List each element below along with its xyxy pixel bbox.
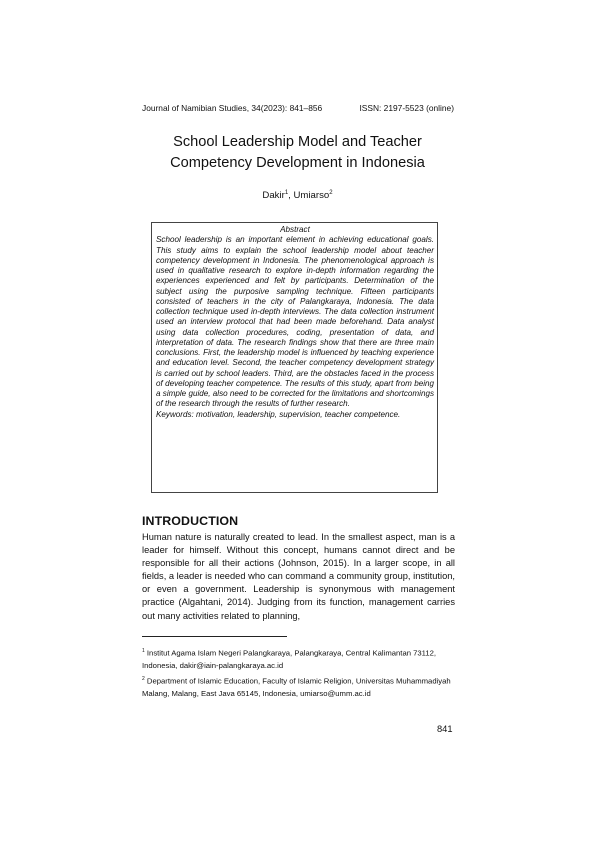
author-affiliation-mark: 1	[284, 190, 289, 196]
author-list	[0, 190, 595, 201]
footnote	[142, 673, 455, 701]
footnote-text: Institut Agama Islam Negeri Palangkaraya, Palangkaraya, Central Kalimantan 73112, Indonesia, dakir@iain-palangkaraya.ac.id	[142, 648, 437, 671]
footnote-mark: 1	[142, 648, 145, 654]
title-line-2: Competency Development in Indonesia	[170, 155, 425, 171]
issn: ISSN: 2197-5523 (online)	[359, 103, 454, 113]
keywords: Keywords: motivation, leadership, supervision, teacher competence.	[156, 409, 401, 419]
paper-title	[100, 132, 495, 174]
footnote	[142, 645, 455, 673]
author-name: Dakir	[262, 190, 285, 202]
footnote-divider	[142, 636, 287, 637]
footnote-text: Department of Islamic Education, Faculty of Islamic Religion, Universitas Muhammadiyah Malang, Malang, East Java 65145, Indonesia, umiarso@umm.ac.id	[142, 676, 451, 698]
title-line-1: School Leadership Model and Teacher	[173, 134, 422, 150]
footnotes	[142, 645, 455, 701]
section-heading: INTRODUCTION	[142, 514, 239, 528]
author-separator: ,	[288, 190, 294, 202]
abstract-text: School leadership is an important element in achieving educational goals. This study aims to explain the school leadership model about teacher competency development in Indonesia. The phenomenological approach is used in qualitative research to explore in-depth information regarding the experiences experienced and felt by participants. Determination of the subject using the purposive sampling technique. Fifteen participants consisted of teachers in the city of Palangkaraya, Indonesia. The data collection technique used in-depth interviews. The data collection instrument used an interview protocol that had been made beforehand. Data analyst using data collection procedures, coding, presentation of data, and interpretation of data. The research findings show that there are three main conclusions. First, the leadership model is influenced by teaching experience and education level. Second, the teacher competency development strategy is carried out by school leaders. Third, are the obstacles faced in the process of developing teacher competence. The results of this study, apart from being a simple guide, also need to be corrected for the limitations and shortcomings of the research through the results of further research.	[156, 235, 434, 409]
abstract-box	[151, 222, 438, 493]
body-paragraph: Human nature is naturally created to lead. In the smallest aspect, man is a leader for himself. Without this concept, humans cannot direct and be responsible for all their actions (Johnson, 2015). In a larger scope, in all fields, a leader is needed who can command a community group, institution, or even a government. Leadership is synonymous with management practice (Algahtani, 2014). Judging from its function, management carries out many activities related to planning,	[142, 532, 455, 621]
running-header	[142, 103, 454, 113]
author-name: Umiarso	[293, 190, 330, 202]
author-affiliation-mark: 2	[329, 190, 333, 196]
footnote-mark: 2	[142, 675, 145, 682]
abstract-heading: Abstract	[280, 225, 310, 234]
journal-citation: Journal of Namibian Studies, 34(2023): 841–856	[142, 103, 323, 113]
page-number: 841	[437, 724, 453, 734]
